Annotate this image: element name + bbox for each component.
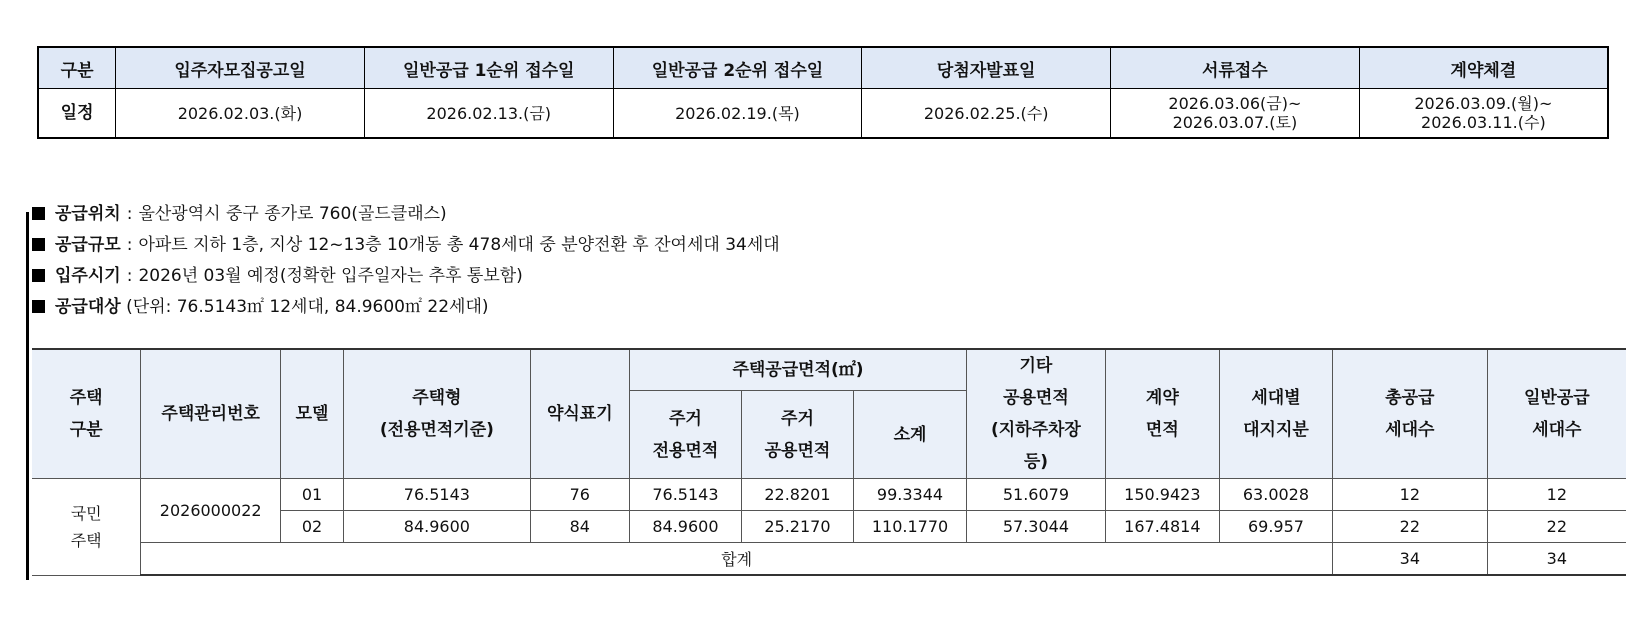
info-move-in: 입주시기 : 2026년 03월 예정(정확한 입주일자는 추후 통보함) (32, 265, 523, 287)
header-abbrev: 약식표기 (530, 349, 629, 479)
general-cell: 22 (1487, 511, 1626, 543)
bullet-square-icon (32, 300, 45, 313)
header-land-share (1219, 349, 1332, 479)
abbrev-cell: 84 (530, 511, 629, 543)
bullet-square-icon (32, 269, 45, 282)
info-move-in-label: 입주시기 (55, 266, 121, 286)
header-house-type (344, 349, 531, 479)
schedule-table (37, 46, 1609, 139)
header-model: 모델 (281, 349, 344, 479)
sum-label: 합계 (141, 543, 1333, 576)
header-house-type-line2: (전용면적기준) (379, 420, 494, 440)
header-total-supply (1333, 349, 1488, 479)
header-house-type-line1: 주택형 (412, 388, 462, 408)
info-move-in-value: 2026년 03월 예정(정확한 입주일자는 추후 통보함) (138, 266, 523, 286)
other-cell: 51.6079 (967, 479, 1106, 511)
schedule-header-second-priority: 일반공급 2순위 접수일 (613, 47, 862, 89)
common-cell: 25.2170 (741, 511, 853, 543)
header-res-exclusive-line1: 주거 (669, 408, 702, 429)
schedule-row-label: 일정 (38, 89, 116, 139)
header-contract-line1: 계약 (1145, 388, 1179, 408)
header-other-common (967, 349, 1106, 479)
header-res-exclusive (629, 391, 741, 479)
info-scale-label: 공급규모 (55, 235, 121, 255)
header-total-line2: 세대수 (1385, 420, 1435, 440)
header-housing-type (32, 349, 141, 479)
documents-start: 2026.03.06(금)~ (1168, 94, 1302, 113)
subtotal-cell: 110.1770 (853, 511, 966, 543)
info-target (32, 296, 489, 318)
info-location-value: 울산광역시 중구 종가로 760(골드클래스) (138, 204, 447, 224)
other-cell: 57.3044 (967, 511, 1106, 543)
header-other-line4: 등) (1023, 452, 1049, 472)
header-contract-line2: 면적 (1145, 420, 1179, 440)
contract-end: 2026.03.11.(수) (1421, 113, 1546, 132)
header-housing-type-line1: 주택 (69, 388, 103, 408)
schedule-row (38, 89, 1608, 139)
schedule-header-documents: 서류접수 (1111, 47, 1360, 89)
schedule-header-category: 구분 (38, 47, 116, 89)
supply-table (32, 348, 1626, 576)
total-cell: 12 (1333, 479, 1488, 511)
info-location: 공급위치 : 울산광역시 중구 종가로 760(골드클래스) (32, 203, 447, 225)
header-housing-type-line2: 구분 (69, 420, 103, 440)
documents-period (1111, 89, 1360, 139)
housing-type-line1: 국민 (70, 503, 102, 523)
land-cell: 63.0028 (1219, 479, 1332, 511)
header-general-line1: 일반공급 (1523, 388, 1590, 408)
type-cell: 76.5143 (344, 479, 531, 511)
total-cell: 22 (1333, 511, 1488, 543)
announcement-date: 2026.02.03.(화) (116, 89, 365, 139)
section-left-rule (26, 212, 29, 580)
bullet-square-icon (32, 207, 45, 220)
exclusive-cell: 84.9600 (629, 511, 741, 543)
housing-type-line2: 주택 (70, 530, 102, 550)
contract-cell: 167.4814 (1105, 511, 1219, 543)
sum-general-cell: 34 (1487, 543, 1626, 576)
header-mgmt-no: 주택관리번호 (141, 349, 281, 479)
header-res-common (741, 391, 853, 479)
type-cell: 84.9600 (344, 511, 531, 543)
schedule-header-winner: 당첨자발표일 (862, 47, 1111, 89)
header-other-line2: 공용면적 (1003, 388, 1069, 408)
documents-end: 2026.03.07.(토) (1172, 113, 1298, 132)
mgmt-no-cell: 2026000022 (141, 479, 281, 543)
header-res-common-line2: 공용면적 (764, 440, 831, 461)
info-location-label: 공급위치 (55, 204, 121, 224)
header-res-exclusive-line2: 전용면적 (652, 440, 719, 461)
land-cell: 69.957 (1219, 511, 1332, 543)
housing-type-cell (32, 479, 141, 576)
header-other-line3: (지하주차장 (990, 420, 1081, 440)
sum-row (32, 543, 1626, 576)
schedule-header-contract: 계약체결 (1359, 47, 1608, 89)
header-total-line1: 총공급 (1385, 388, 1435, 408)
contract-cell: 150.9423 (1105, 479, 1219, 511)
common-cell: 22.8201 (741, 479, 853, 511)
header-res-common-line1: 주거 (781, 408, 814, 429)
header-other-line1: 기타 (1019, 356, 1053, 376)
winner-announcement-date: 2026.02.25.(수) (862, 89, 1111, 139)
header-land-line1: 세대별 (1251, 388, 1301, 408)
model-cell: 01 (281, 479, 344, 511)
general-cell: 12 (1487, 479, 1626, 511)
header-land-line2: 대지지분 (1243, 420, 1309, 440)
model-cell: 02 (281, 511, 344, 543)
header-supply-area: 주택공급면적(㎡) (629, 349, 966, 391)
contract-period (1359, 89, 1608, 139)
sum-total-cell: 34 (1333, 543, 1488, 576)
header-contract-area (1105, 349, 1219, 479)
second-priority-date: 2026.02.19.(목) (613, 89, 862, 139)
contract-start: 2026.03.09.(월)~ (1414, 94, 1553, 113)
schedule-header-row (38, 47, 1608, 89)
table-row (32, 479, 1626, 511)
bullet-square-icon (32, 238, 45, 251)
exclusive-cell: 76.5143 (629, 479, 741, 511)
header-general-supply (1487, 349, 1626, 479)
abbrev-cell: 76 (530, 479, 629, 511)
schedule-header-first-priority: 일반공급 1순위 접수일 (364, 47, 613, 89)
header-general-line2: 세대수 (1532, 420, 1582, 440)
info-scale-value: 아파트 지하 1층, 지상 12~13층 10개동 총 478세대 중 분양전환 후 잔여세대 34세대 (138, 235, 780, 255)
subtotal-cell: 99.3344 (853, 479, 966, 511)
info-scale: 공급규모 : 아파트 지하 1층, 지상 12~13층 10개동 총 478세대 중 분양전환 후 잔여세대 34세대 (32, 234, 780, 256)
supply-header-row-1 (32, 349, 1626, 391)
info-target-value: (단위: 76.5143㎡ 12세대, 84.9600㎡ 22세대) (126, 297, 489, 317)
schedule-header-announcement: 입주자모집공고일 (116, 47, 365, 89)
first-priority-date: 2026.02.13.(금) (364, 89, 613, 139)
header-subtotal: 소계 (853, 391, 966, 479)
info-target-label: 공급대상 (55, 297, 121, 317)
